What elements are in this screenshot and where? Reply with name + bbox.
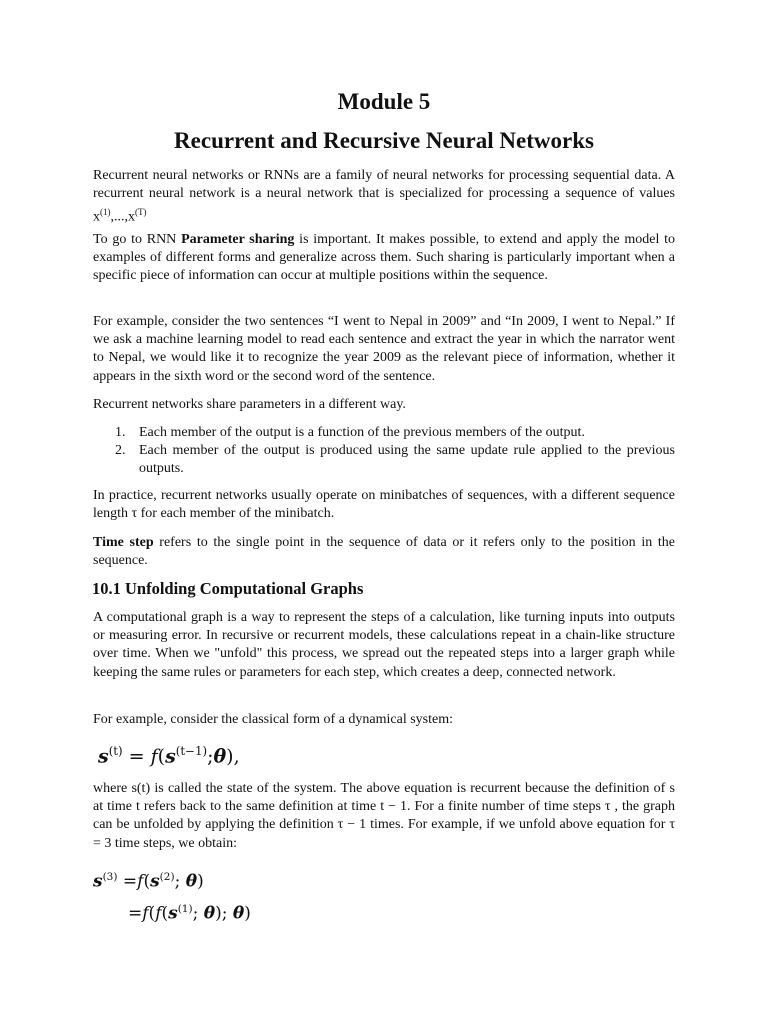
share-intro: Recurrent networks share parameters in a different way.: [93, 397, 406, 412]
eq-separator: ;: [174, 871, 186, 892]
output-list: [93, 424, 675, 479]
eq-symbol: s: [93, 871, 103, 892]
list-item: [93, 442, 675, 478]
practice-paragraph: In practice, recurrent networks usually operate on minibatches of sequences, with a different sequence length τ for each member of the minibatch.: [93, 488, 675, 522]
timestep-after: refers to the single point in the sequence of data or it refers only to the position in the sequence.: [93, 535, 675, 569]
eq-superscript: (t): [108, 744, 123, 758]
eq-operator: =: [117, 871, 138, 892]
eq-separator: ;: [207, 745, 214, 768]
eq-paren: (: [161, 903, 169, 924]
eq-symbol: s: [98, 745, 109, 768]
intro-mid: ,...,x: [110, 210, 135, 226]
eq-symbol: s: [165, 745, 176, 768]
eq-separator: ;: [221, 903, 233, 924]
module-heading: Module 5: [337, 89, 431, 114]
param-after: is important. It makes possible, to extend and apply the model to examples of different forms and generalize across them. Such sharing is particularly important when a specific piece of information can occur at multiple positions within the sequence.: [93, 232, 675, 284]
page-title: Recurrent and Recursive Neural Networks: [174, 128, 594, 153]
time-step-paragraph: [93, 534, 675, 570]
eq-paren: (: [157, 745, 166, 768]
eq-theta: θ: [203, 903, 216, 924]
eq-separator: ;: [192, 903, 204, 924]
eq-paren: (: [143, 871, 151, 892]
equation-recurrence: [98, 736, 240, 771]
eq-function: f: [150, 745, 158, 768]
param-bold: Parameter sharing: [181, 232, 295, 247]
eq-function: f: [155, 903, 162, 924]
eq-symbol: s: [168, 903, 178, 924]
where-paragraph: where s(t) is called the state of the system. The above equation is recurrent because the definition of s at time t refers back to the same definition at time t − 1. For a finite number of time steps τ , the graph can be unfolded by applying the definition τ − 1 times. For example, if we unfold above equation for τ = 3 time steps, we obtain:: [93, 781, 675, 851]
eq-superscript: (3): [102, 871, 118, 883]
section-heading: 10.1 Unfolding Computational Graphs: [92, 579, 364, 598]
intro-sup-2: (T): [135, 207, 147, 218]
intro-sup-1: (1): [100, 207, 111, 218]
intro-text: Recurrent neural networks or RNNs are a family of neural networks for processing sequential data. A recurrent neural network is a neural network that is specialized for processing a sequence of values x: [93, 168, 675, 226]
intro-paragraph: [93, 167, 675, 227]
eq-paren: ): [197, 871, 204, 892]
eq-superscript: (2): [159, 871, 175, 883]
list-number: 1.: [115, 425, 126, 440]
eq-theta: θ: [232, 903, 245, 924]
list-item: [93, 424, 675, 442]
eq-function: f: [137, 871, 144, 892]
eq-function: f: [142, 903, 149, 924]
parameter-sharing-paragraph: [93, 231, 675, 286]
eq-paren: ): [244, 903, 251, 924]
eq-theta: θ: [185, 871, 198, 892]
list-text: Each member of the output is produced using the same update rule applied to the previous outputs.: [139, 443, 675, 477]
eq-paren: (: [148, 903, 156, 924]
param-before: To go to RNN: [93, 232, 182, 247]
eq-symbol: s: [150, 871, 160, 892]
graph-paragraph: A computational graph is a way to represent the steps of a calculation, like turning inputs into outputs or measuring error. In recursive or recurrent models, these calculations repeat in a chain-like structure over time. When we "unfold" this process, we spread out the repeated steps into a larger graph while keeping the same rules or parameters for each step, which creates a deep, connected network.: [93, 610, 675, 680]
list-number: 2.: [115, 443, 126, 459]
eq-operator: =: [122, 745, 151, 768]
eq-theta: θ: [213, 745, 227, 768]
timestep-bold: Time step: [93, 535, 154, 550]
eq-paren: ),: [226, 745, 240, 768]
equation-unfold-2: [128, 896, 251, 927]
eq-superscript: (t−1): [175, 744, 208, 758]
eq-operator: =: [128, 903, 143, 924]
equation-unfold-1: [93, 864, 204, 895]
eq-superscript: (1): [177, 903, 193, 915]
list-text: Each member of the output is a function of the previous members of the output.: [139, 425, 585, 440]
example-paragraph: For example, consider the two sentences “I went to Nepal in 2009” and “In 2009, I went to Nepal.” If we ask a machine learning model to read each sentence and extract the year in which the narrator went to Nepal, we would like it to recognize the year 2009 as the relevant piece of information, whether it appears in the sixth word or the second word of the sentence.: [93, 314, 675, 384]
eq-paren: ): [215, 903, 222, 924]
dynamical-intro: For example, consider the classical form of a dynamical system:: [93, 712, 454, 727]
